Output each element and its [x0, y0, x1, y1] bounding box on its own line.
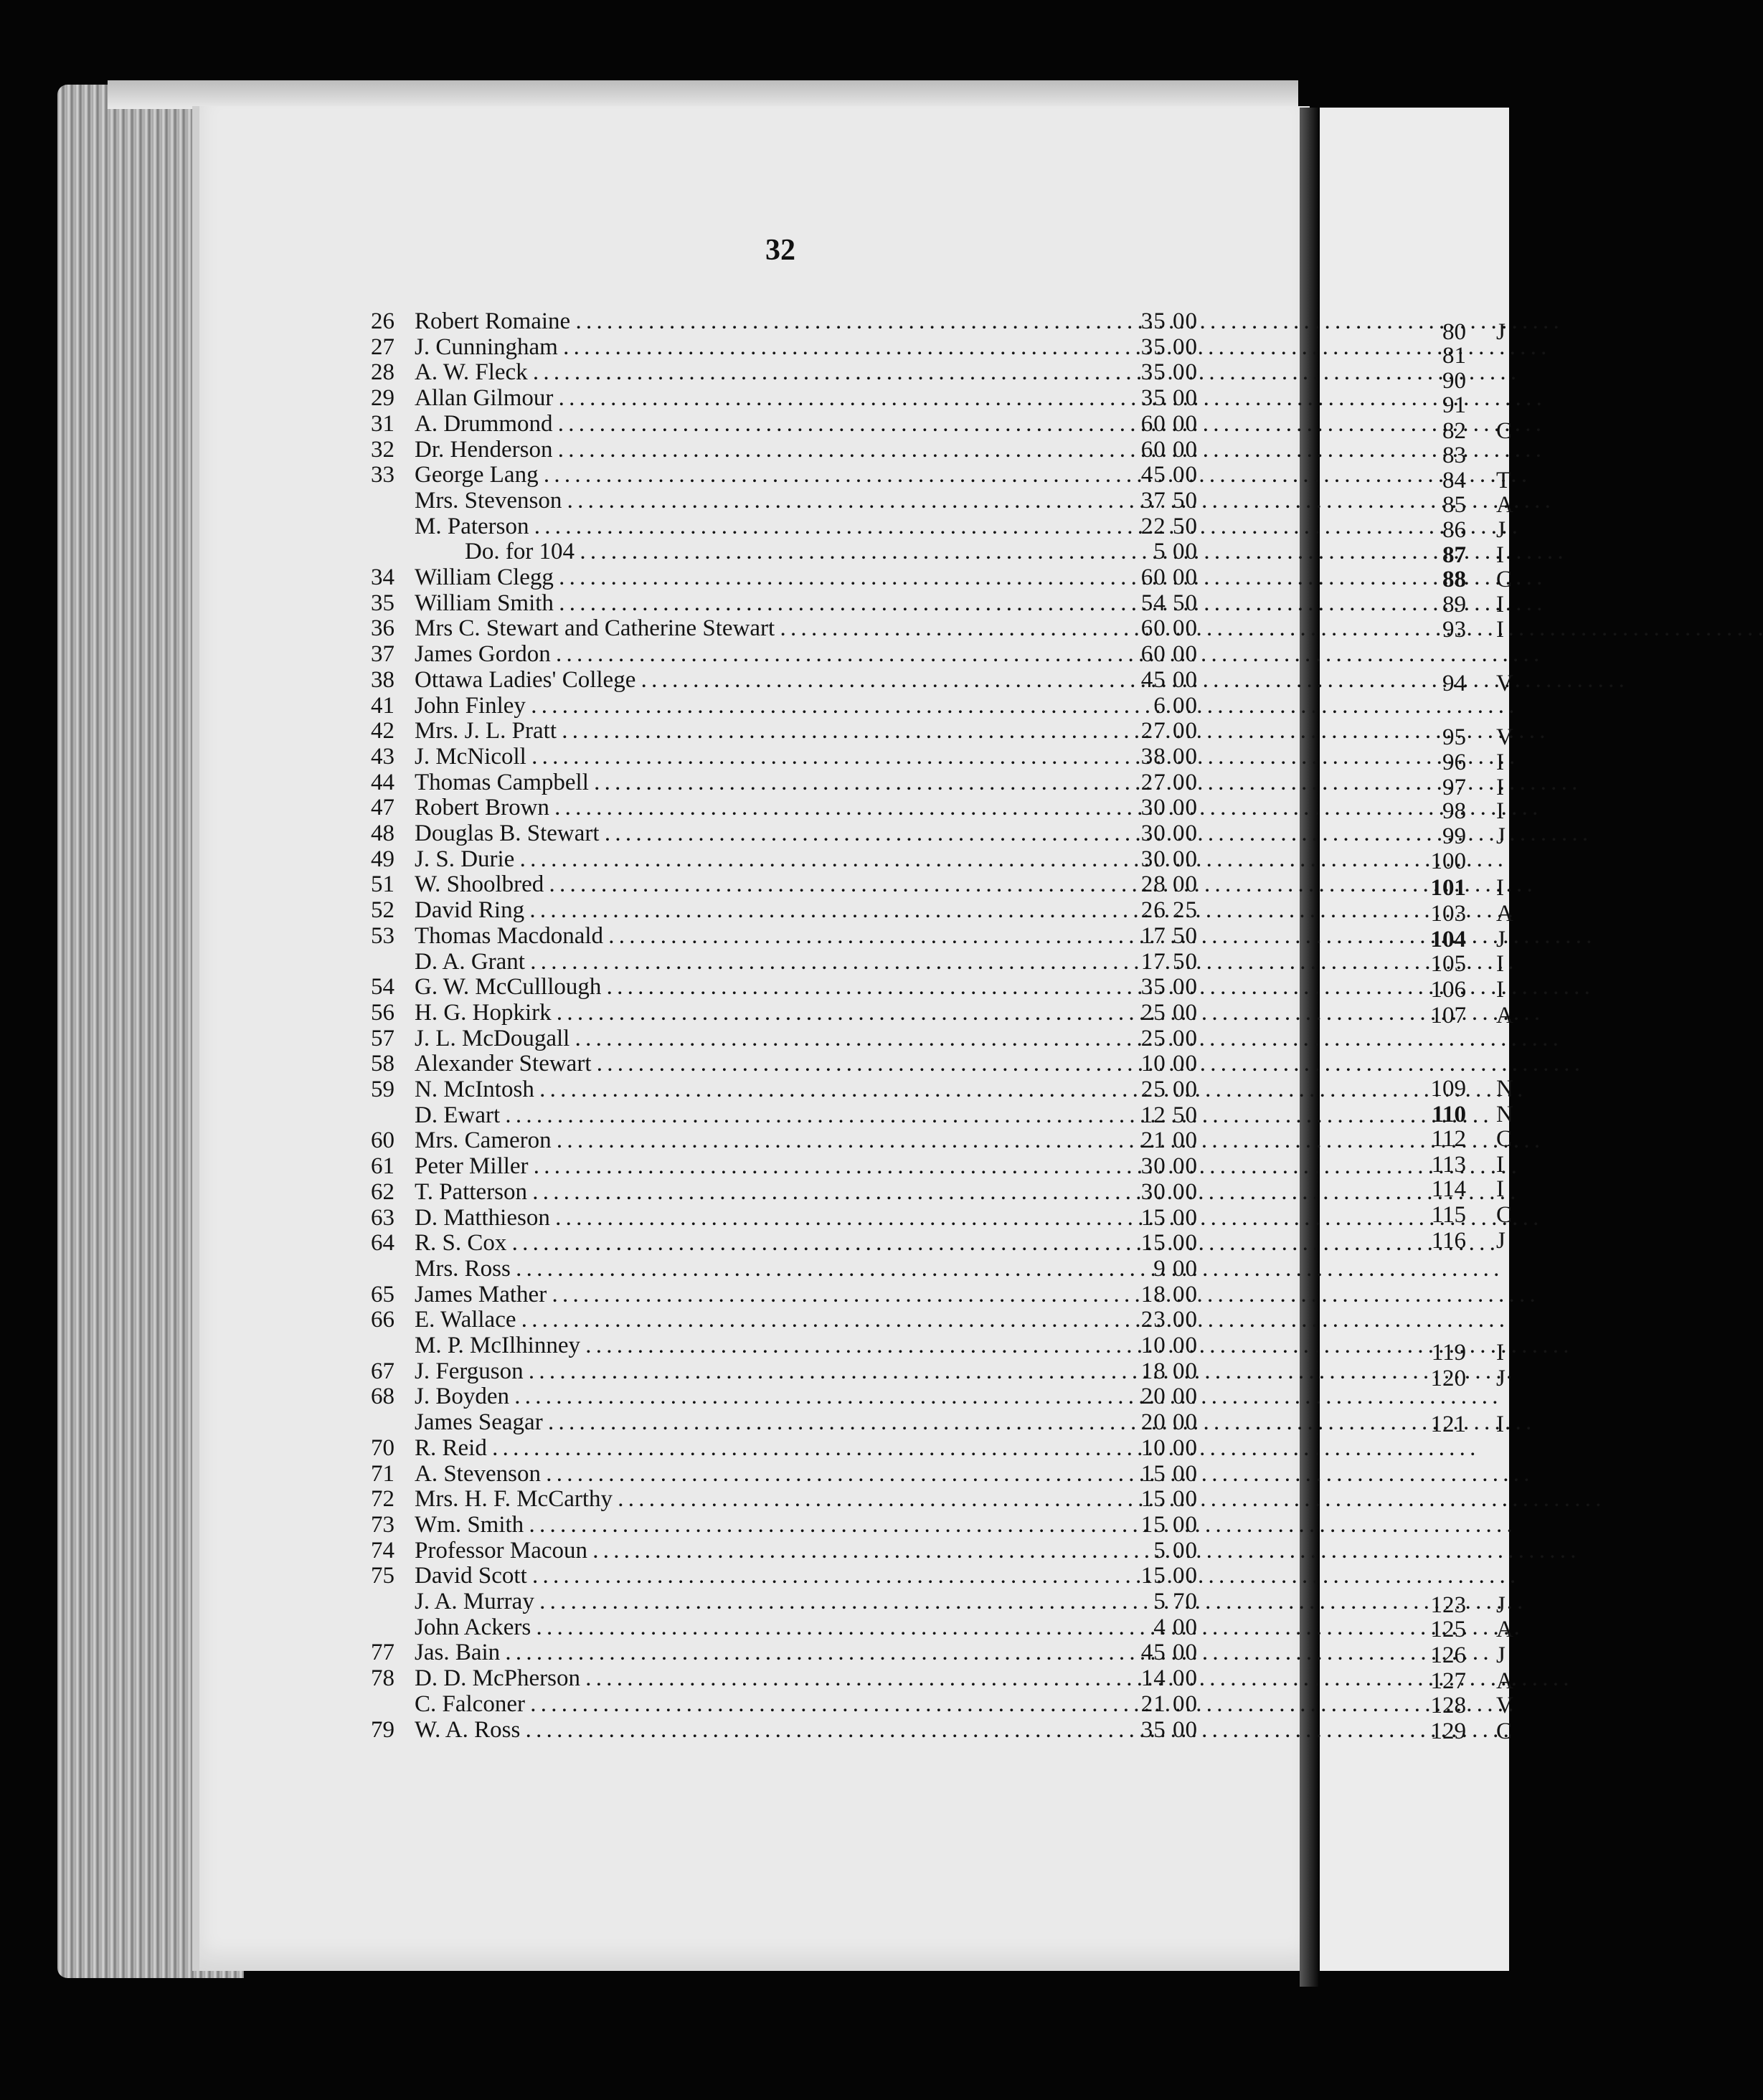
- subscriber-name: Ottawa Ladies' College . . .: [415, 667, 1106, 693]
- subscriber-name: D. A. Grant . . .: [415, 949, 1106, 975]
- subscriber-name: A. Drummond . . .: [415, 411, 1106, 437]
- amount: 60 00: [1140, 564, 1198, 590]
- subscriber-name: J. McNicoll . . .: [415, 744, 1106, 770]
- list-item: [359, 1307, 1198, 1333]
- list-item: [359, 1179, 1198, 1205]
- right-entry-name-fragment: J: [1496, 1592, 1506, 1618]
- entry-number: 44: [371, 769, 394, 795]
- amount: 45 00: [1140, 1640, 1198, 1666]
- amount: 30 00: [1140, 846, 1198, 872]
- amount: 60 00: [1140, 615, 1198, 642]
- subscriber-name: W. Shoolbred . . .: [415, 871, 1106, 897]
- amount: 15 00: [1140, 1204, 1198, 1231]
- list-item: [359, 770, 1198, 795]
- list-item: [359, 1077, 1198, 1102]
- entry-number: 38: [371, 666, 394, 693]
- list-item: [359, 1384, 1198, 1409]
- entry-number: 35: [371, 590, 394, 616]
- right-entry-name-fragment: J: [1496, 319, 1506, 345]
- subscriber-name: George Lang . . .: [415, 462, 1106, 488]
- right-entry-name-fragment: C: [1496, 1202, 1513, 1228]
- right-entry-name-fragment: A: [1496, 1617, 1513, 1642]
- subscriber-name: G. W. McCulllough . . .: [415, 974, 1106, 1000]
- right-entry-name-fragment: V: [1496, 724, 1513, 750]
- right-entry-number: 128: [1430, 1693, 1466, 1718]
- right-entry-number: 127: [1430, 1668, 1466, 1694]
- list-item: [359, 1409, 1198, 1435]
- list-item: [359, 334, 1198, 360]
- right-entry-number: 116: [1431, 1228, 1466, 1254]
- list-item: [359, 1205, 1198, 1231]
- amount: 18 00: [1140, 1281, 1198, 1307]
- entry-number: 48: [371, 820, 394, 846]
- right-entry-name-fragment: C: [1496, 1718, 1513, 1744]
- subscriber-name: John Finley . . .: [415, 693, 1106, 719]
- entry-number: 43: [371, 743, 394, 770]
- entry-number: 47: [371, 795, 394, 821]
- book-top-edge: [108, 80, 1298, 109]
- right-entry-number: 120: [1430, 1366, 1466, 1391]
- amount: 45 00: [1140, 666, 1198, 693]
- right-entry-name-fragment: A: [1496, 901, 1513, 927]
- list-item: [359, 949, 1198, 975]
- right-entry-number: 98: [1442, 798, 1466, 824]
- subscriber-name: J. A. Murray . . .: [415, 1589, 1106, 1614]
- entry-number: 57: [371, 1025, 394, 1051]
- subscriber-name: Peter Miller . . .: [415, 1153, 1106, 1179]
- subscriber-name: James Mather . . .: [415, 1282, 1106, 1307]
- subscriber-name: A. Stevenson . . .: [415, 1461, 1106, 1487]
- right-entry-number: 90: [1442, 368, 1466, 394]
- amount: 5 00: [1153, 1537, 1198, 1564]
- entry-number: 52: [371, 897, 394, 924]
- list-item: [359, 462, 1198, 488]
- entry-number: 32: [371, 436, 394, 463]
- list-item: [359, 1640, 1198, 1665]
- amount: 12 50: [1140, 1102, 1198, 1128]
- amount: 25 00: [1140, 999, 1198, 1026]
- list-item: [359, 488, 1198, 514]
- list-item: [359, 308, 1198, 334]
- list-item: [359, 1563, 1198, 1589]
- subscriber-name: Do. for 104 . . .: [415, 539, 1106, 564]
- subscriber-name: Robert Romaine . . .: [415, 308, 1106, 334]
- list-item: [359, 385, 1198, 411]
- list-item: [359, 1051, 1198, 1077]
- amount: 28 00: [1140, 871, 1198, 898]
- subscriber-name: M. Paterson . . .: [415, 514, 1106, 539]
- entry-number: 49: [371, 846, 394, 872]
- entry-number: 27: [371, 334, 394, 360]
- entry-number: 42: [371, 718, 394, 744]
- right-entry-name-fragment: V: [1496, 671, 1513, 696]
- list-item: [359, 1333, 1198, 1358]
- right-entry-name-fragment: J: [1496, 1366, 1506, 1391]
- right-entry-number: 82: [1442, 418, 1466, 444]
- page-number: 32: [765, 234, 795, 267]
- right-entry-name-fragment: I: [1496, 1176, 1504, 1202]
- right-entry-name-fragment: A: [1496, 492, 1513, 518]
- amount: 10 00: [1140, 1051, 1198, 1077]
- list-item: [359, 1512, 1198, 1538]
- list-item: [359, 1358, 1198, 1384]
- amount: 37 50: [1140, 487, 1198, 514]
- right-entry-name-fragment: I: [1496, 617, 1504, 643]
- amount: 6 00: [1153, 692, 1198, 719]
- list-item: [359, 590, 1198, 616]
- amount: 21 00: [1140, 1127, 1198, 1154]
- entry-number: 29: [371, 385, 394, 412]
- right-entry-number: 104: [1430, 927, 1466, 952]
- list-item: [359, 820, 1198, 846]
- subscriber-name: Professor Macoun . . .: [415, 1538, 1106, 1564]
- entry-number: 31: [371, 410, 394, 437]
- subscriber-name: C. Falconer . . .: [415, 1691, 1106, 1717]
- list-item: [359, 539, 1198, 564]
- entry-number: 60: [371, 1127, 394, 1154]
- amount: 15 00: [1140, 1460, 1198, 1487]
- right-entry-name-fragment: I: [1496, 798, 1504, 824]
- right-entry-name-fragment: A: [1496, 1668, 1513, 1694]
- right-entry-name-fragment: J: [1496, 517, 1506, 543]
- subscriber-name: David Ring . . .: [415, 897, 1106, 923]
- right-entry-name-fragment: I: [1496, 1411, 1504, 1437]
- amount: 35 00: [1140, 308, 1198, 334]
- amount: 35 00: [1140, 359, 1198, 386]
- right-entry-number: 95: [1442, 724, 1466, 750]
- right-entry-number: 119: [1431, 1340, 1466, 1366]
- subscriber-name: Alexander Stewart . . .: [415, 1051, 1106, 1077]
- list-item: [359, 1282, 1198, 1307]
- entry-number: 51: [371, 871, 394, 898]
- amount: 18 00: [1140, 1358, 1198, 1384]
- right-entry-number: 109: [1430, 1076, 1466, 1102]
- entry-number: 61: [371, 1153, 394, 1180]
- subscriber-name: John Ackers . . .: [415, 1614, 1106, 1640]
- right-entry-number: 81: [1442, 343, 1466, 369]
- amount: 20 00: [1140, 1409, 1198, 1436]
- right-entry-number: 89: [1442, 592, 1466, 618]
- amount: 60 00: [1140, 436, 1198, 463]
- entry-number: 26: [371, 308, 394, 334]
- right-entry-number: 125: [1430, 1617, 1466, 1642]
- amount: 35 00: [1140, 974, 1198, 1001]
- subscriber-name: Mrs. Stevenson . . .: [415, 488, 1106, 514]
- subscriber-name: Thomas Macdonald . . .: [415, 923, 1106, 949]
- entry-number: 53: [371, 922, 394, 949]
- right-entry-name-fragment: I: [1496, 592, 1504, 618]
- subscriber-name: E. Wallace . . .: [415, 1307, 1106, 1333]
- amount: 10 00: [1140, 1333, 1198, 1358]
- amount: 5 70: [1153, 1589, 1198, 1614]
- entry-number: 64: [371, 1230, 394, 1257]
- subscriber-name: J. Cunningham . . .: [415, 334, 1106, 360]
- subscriber-name: Allan Gilmour . . .: [415, 385, 1106, 411]
- entry-number: 41: [371, 692, 394, 719]
- subscriber-name: Mrs. Ross . . .: [415, 1256, 1106, 1282]
- list-item: [359, 1102, 1198, 1128]
- list-item: [359, 1153, 1198, 1179]
- entry-number: 65: [371, 1281, 394, 1307]
- entry-number: 67: [371, 1358, 394, 1384]
- amount: 60 00: [1140, 410, 1198, 437]
- right-entry-name-fragment: C: [1496, 418, 1513, 444]
- list-item: [359, 411, 1198, 437]
- amount: 22 50: [1140, 513, 1198, 539]
- subscriber-name: N. McIntosh . . .: [415, 1077, 1106, 1102]
- list-item: [359, 1691, 1198, 1717]
- amount: 45 00: [1140, 462, 1198, 488]
- entry-number: 56: [371, 999, 394, 1026]
- subscriber-name: Mrs. J. L. Pratt . . .: [415, 718, 1106, 744]
- subscriber-name: David Scott . . .: [415, 1563, 1106, 1589]
- list-item: [359, 1614, 1198, 1640]
- amount: 54 50: [1140, 590, 1198, 616]
- list-item: [359, 693, 1198, 719]
- list-item: [359, 1589, 1198, 1614]
- amount: 14 00: [1140, 1665, 1198, 1692]
- right-entry-name-fragment: J: [1496, 823, 1506, 849]
- subscriber-name: J. Boyden . . .: [415, 1384, 1106, 1409]
- entry-number: 72: [371, 1486, 394, 1513]
- right-entry-name-fragment: I: [1496, 1152, 1504, 1178]
- list-item: [359, 897, 1198, 923]
- subscriber-name: D. Ewart . . .: [415, 1102, 1106, 1128]
- subscriber-name: D. Matthieson . . .: [415, 1205, 1106, 1231]
- right-entry-number: 100: [1430, 848, 1466, 874]
- list-item: [359, 1435, 1198, 1461]
- right-entry-number: 85: [1442, 492, 1466, 518]
- right-entry-name-fragment: J: [1496, 927, 1506, 952]
- amount: 15 00: [1140, 1511, 1198, 1538]
- right-entry-number: 91: [1442, 392, 1466, 418]
- right-entry-number: 105: [1430, 951, 1466, 977]
- amount: 10 00: [1140, 1434, 1198, 1461]
- list-item: [359, 641, 1198, 667]
- amount: 30 00: [1140, 1153, 1198, 1180]
- subscriber-name: Mrs C. Stewart and Catherine Stewart . . .: [415, 615, 1106, 641]
- list-item: [359, 1665, 1198, 1691]
- right-entry-number: 93: [1442, 617, 1466, 643]
- right-entry-number: 106: [1430, 977, 1466, 1003]
- right-entry-number: 115: [1431, 1202, 1466, 1228]
- amount: 15 00: [1140, 1486, 1198, 1513]
- entry-number: 34: [371, 564, 394, 590]
- list-item: [359, 564, 1198, 590]
- subscriber-name: Dr. Henderson . . .: [415, 437, 1106, 463]
- entry-number: 66: [371, 1307, 394, 1333]
- right-entry-number: 107: [1430, 1003, 1466, 1028]
- subscriber-name: Mrs. Cameron . . .: [415, 1127, 1106, 1153]
- right-entry-number: 110: [1432, 1102, 1466, 1127]
- amount: 35 00: [1140, 334, 1198, 360]
- subscriber-name: Jas. Bain . . .: [415, 1640, 1106, 1665]
- entry-number: 79: [371, 1716, 394, 1743]
- subscriber-name: J. S. Durie . . .: [415, 846, 1106, 872]
- right-entry-number: 123: [1430, 1592, 1466, 1618]
- subscriber-name: Douglas B. Stewart . . .: [415, 820, 1106, 846]
- subscriber-name: William Smith . . .: [415, 590, 1106, 616]
- amount: 25 00: [1140, 1077, 1198, 1102]
- subscriber-name: William Clegg . . .: [415, 564, 1106, 590]
- amount: 20 00: [1140, 1384, 1198, 1410]
- entry-number: 73: [371, 1511, 394, 1538]
- amount: 26 25: [1140, 897, 1198, 924]
- list-item: [359, 871, 1198, 897]
- entry-number: 71: [371, 1460, 394, 1487]
- right-entry-number: 101: [1430, 875, 1466, 901]
- list-item: [359, 359, 1198, 385]
- right-entry-name-fragment: T: [1496, 468, 1511, 493]
- amount: 38 00: [1140, 743, 1198, 770]
- list-item: [359, 1486, 1198, 1512]
- amount: 15 00: [1140, 1230, 1198, 1257]
- list-item: [359, 615, 1198, 641]
- subscriber-name: R. S. Cox . . .: [415, 1230, 1106, 1256]
- amount: 27 00: [1140, 769, 1198, 795]
- right-entry-number: 112: [1431, 1126, 1466, 1152]
- list-item: [359, 923, 1198, 949]
- list-item: [359, 1256, 1198, 1282]
- right-entry-name-fragment: I: [1496, 977, 1504, 1003]
- subscriber-name: Mrs. H. F. McCarthy . . .: [415, 1486, 1106, 1512]
- list-item: [359, 1538, 1198, 1564]
- subscriber-name: R. Reid . . .: [415, 1435, 1106, 1461]
- right-entry-name-fragment: I: [1496, 542, 1504, 568]
- right-entry-number: 113: [1431, 1152, 1466, 1178]
- subscriber-name: Thomas Campbell . . .: [415, 770, 1106, 795]
- amount: 25 00: [1140, 1025, 1198, 1051]
- list-item: [359, 846, 1198, 872]
- amount: 35 00: [1140, 385, 1198, 412]
- entry-number: 74: [371, 1537, 394, 1564]
- entry-number: 28: [371, 359, 394, 386]
- subscriber-name: D. D. McPherson . . .: [415, 1665, 1106, 1691]
- subscriber-name: H. G. Hopkirk . . .: [415, 1000, 1106, 1026]
- amount: 17 50: [1140, 922, 1198, 949]
- amount: 4 00: [1153, 1614, 1198, 1640]
- subscriber-name: Robert Brown . . .: [415, 795, 1106, 820]
- right-entry-number: 103: [1430, 901, 1466, 927]
- list-item: [359, 718, 1198, 744]
- right-entry-name-fragment: N: [1496, 1102, 1513, 1127]
- subscriber-name: J. Ferguson . . .: [415, 1358, 1106, 1384]
- entry-number: 78: [371, 1665, 394, 1692]
- amount: 35 00: [1140, 1716, 1198, 1743]
- amount: 9 00: [1153, 1255, 1198, 1282]
- amount: 15 00: [1140, 1563, 1198, 1589]
- entry-number: 36: [371, 615, 394, 642]
- right-entry-number: 84: [1442, 468, 1466, 493]
- subscriber-name: J. L. McDougall . . .: [415, 1026, 1106, 1051]
- list-item: [359, 667, 1198, 693]
- right-entry-name-fragment: A: [1496, 1003, 1513, 1028]
- right-entry-name-fragment: C: [1496, 567, 1513, 592]
- entry-number: 77: [371, 1640, 394, 1666]
- entry-number: 75: [371, 1563, 394, 1589]
- amount: 17 50: [1140, 948, 1198, 975]
- subscriber-name: James Gordon . . .: [415, 641, 1106, 667]
- subscriber-name: T. Patterson . . .: [415, 1179, 1106, 1205]
- right-entry-number: 86: [1442, 517, 1466, 543]
- amount: 30 00: [1140, 795, 1198, 821]
- list-item: [359, 1461, 1198, 1487]
- amount: 21 00: [1140, 1690, 1198, 1717]
- right-entry-name-fragment: C: [1496, 1126, 1513, 1152]
- amount: 30 00: [1140, 820, 1198, 846]
- right-entry-name-fragment: V: [1496, 1693, 1513, 1718]
- right-entry-number: 129: [1430, 1718, 1466, 1744]
- right-entry-name-fragment: J: [1496, 1642, 1506, 1668]
- entry-number: 62: [371, 1178, 394, 1205]
- right-entry-number: 126: [1430, 1642, 1466, 1668]
- list-item: [359, 1000, 1198, 1026]
- entry-number: 37: [371, 641, 394, 668]
- amount: 27 00: [1140, 718, 1198, 744]
- entry-number: 70: [371, 1434, 394, 1461]
- entry-number: 59: [371, 1077, 394, 1102]
- right-entry-number: 96: [1442, 749, 1466, 775]
- list-item: [359, 1230, 1198, 1256]
- right-entry-number: 114: [1431, 1176, 1466, 1202]
- right-entry-number: 121: [1430, 1411, 1466, 1437]
- right-entry-name-fragment: J: [1496, 1228, 1506, 1254]
- amount: 30 00: [1140, 1178, 1198, 1205]
- right-entry-number: 83: [1442, 443, 1466, 468]
- list-item: [359, 1026, 1198, 1051]
- list-item: [359, 514, 1198, 539]
- right-entry-name-fragment: N: [1496, 1076, 1513, 1102]
- right-entry-number: 97: [1442, 775, 1466, 800]
- entry-number: 63: [371, 1204, 394, 1231]
- entry-number: 54: [371, 974, 394, 1001]
- subscriber-name: W. A. Ross . . .: [415, 1717, 1106, 1743]
- right-entry-number: 99: [1442, 823, 1466, 849]
- subscriber-name: A. W. Fleck . . .: [415, 359, 1106, 385]
- amount: 23 00: [1140, 1307, 1198, 1333]
- right-entry-number: 94: [1442, 671, 1466, 696]
- entry-number: 33: [371, 462, 394, 488]
- list-item: [359, 744, 1198, 770]
- list-item: [359, 795, 1198, 820]
- right-entry-number: 80: [1442, 319, 1466, 345]
- subscriber-name: Wm. Smith . . .: [415, 1512, 1106, 1538]
- subscriber-name: James Seagar . . .: [415, 1409, 1106, 1435]
- right-entry-name-fragment: I: [1496, 749, 1504, 775]
- amount: 60 00: [1140, 641, 1198, 668]
- right-entry-number: 87: [1442, 542, 1466, 568]
- right-entry-number: 88: [1442, 567, 1466, 592]
- subscriber-name: M. P. McIlhinney . . .: [415, 1333, 1106, 1358]
- amount: 5 00: [1153, 539, 1198, 565]
- list-item: [359, 1127, 1198, 1153]
- right-entry-name-fragment: I: [1496, 951, 1504, 977]
- right-entry-name-fragment: I: [1496, 875, 1504, 901]
- list-item: [359, 1717, 1198, 1743]
- entry-number: 58: [371, 1051, 394, 1077]
- entry-number: 68: [371, 1384, 394, 1410]
- right-entry-name-fragment: I: [1496, 1340, 1504, 1366]
- list-item: [359, 974, 1198, 1000]
- list-item: [359, 437, 1198, 463]
- right-entry-name-fragment: I: [1496, 775, 1504, 800]
